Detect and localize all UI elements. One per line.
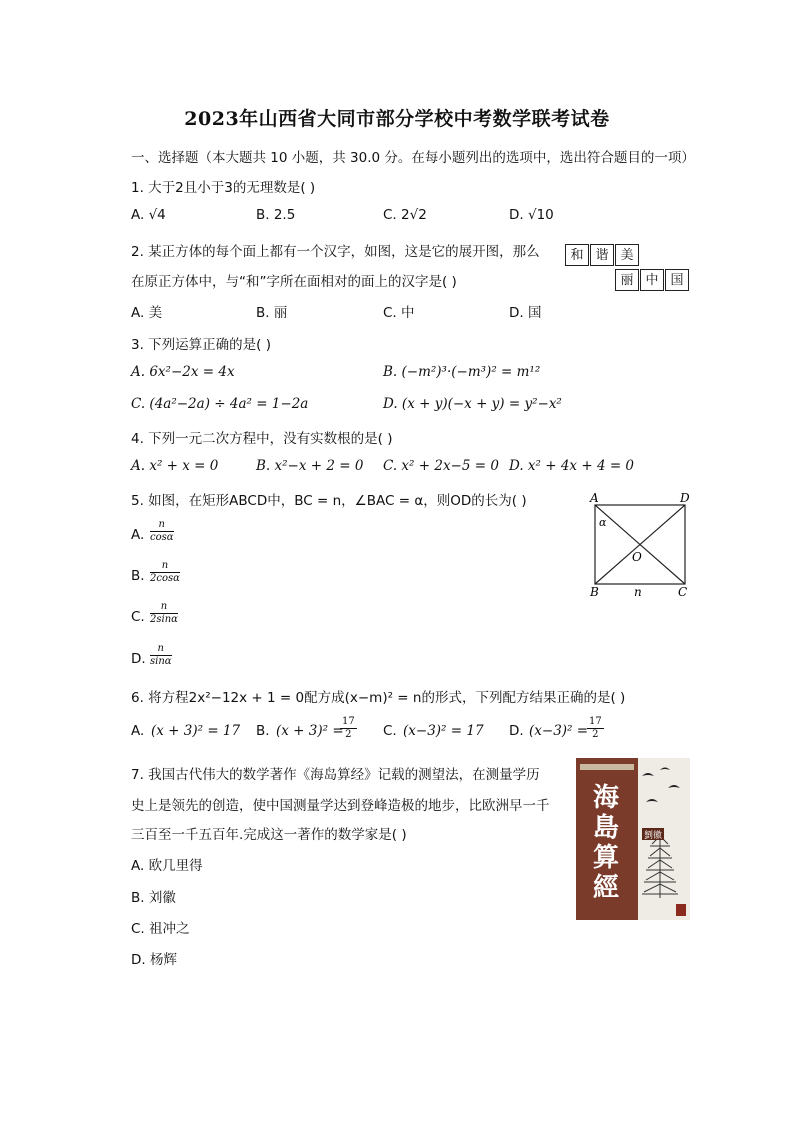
book-title-line2: 島: [592, 813, 620, 843]
q4-option-c: C. x² + 2x−5 = 0: [383, 458, 499, 474]
question-1-stem: 1. 大于2且小于3的无理数是( ): [131, 180, 316, 196]
book-title-line1: 海: [592, 783, 620, 813]
vertex-b-label: B: [590, 585, 599, 599]
q2-option-b: B. 丽: [256, 305, 288, 321]
fraction-numerator: n: [150, 560, 180, 573]
book-title-line4: 經: [592, 873, 620, 903]
side-n-label: n: [634, 585, 642, 599]
question-4-stem: 4. 下列一元二次方程中，没有实数根的是( ): [131, 431, 393, 447]
q6-option-b-label: B.: [256, 723, 270, 739]
q6-option-d-fraction: [587, 716, 604, 741]
q5-option-a-fraction: [150, 519, 174, 544]
question-7-stem-line2: 史上是领先的创造，使中国测量学达到登峰造极的地步，比欧洲早一千: [131, 798, 550, 814]
net-cell: 谐: [590, 244, 614, 266]
vertex-a-label: A: [590, 491, 599, 505]
fraction-denominator: 2sinα: [150, 614, 178, 625]
q6-option-a-label: A.: [131, 723, 145, 739]
q6-option-a-text: (x + 3)² = 17: [151, 723, 241, 739]
q6-option-b-text: (x + 3)² =: [276, 723, 344, 739]
fraction-numerator: 17: [589, 716, 602, 727]
fraction-numerator: 17: [342, 716, 355, 727]
q1-option-b: B. 2.5: [256, 207, 296, 223]
book-cover-image: [576, 758, 690, 920]
q7-option-b: B. 刘徽: [131, 890, 176, 906]
q3-option-c: C. (4a²−2a) ÷ 4a² = 1−2a: [131, 396, 309, 412]
q7-option-a: A. 欧几里得: [131, 858, 203, 874]
q6-option-d-text: (x−3)² =: [529, 723, 589, 739]
net-cell: 丽: [615, 269, 639, 291]
rectangle-abcd-figure: [586, 488, 696, 600]
page-title: 2023年山西省大同市部分学校中考数学联考试卷: [184, 108, 610, 130]
question-2-stem-line1: 2. 某正方体的每个面上都有一个汉字，如图，这是它的展开图，那么: [131, 244, 540, 260]
q4-option-b: B. x²−x + 2 = 0: [256, 458, 364, 474]
q5-option-b-label: B.: [131, 568, 145, 584]
q5-option-c-label: C.: [131, 609, 145, 625]
q1-option-d: D. √10: [509, 207, 554, 223]
net-cell: 美: [615, 244, 639, 266]
net-cell: 国: [665, 269, 689, 291]
q5-option-d-label: D.: [131, 651, 146, 667]
question-6-stem: 6. 将方程2x²−12x + 1 = 0配方成(x−m)² = n的形式，下列配方结果正确的是( ): [131, 690, 626, 706]
fraction-numerator: n: [150, 643, 172, 656]
q6-option-c-text: (x−3)² = 17: [403, 723, 484, 739]
q3-option-b: B. (−m²)³·(−m³)² = m¹²: [383, 364, 541, 380]
q7-option-c: C. 祖冲之: [131, 921, 190, 937]
net-cell: 中: [640, 269, 664, 291]
book-author: 劉徽: [643, 831, 663, 841]
question-7-stem-line3: 三百至一千五百年.完成这一著作的数学家是( ): [131, 827, 407, 843]
q1-option-a: A. √4: [131, 207, 166, 223]
vertex-c-label: C: [678, 585, 688, 599]
q7-option-d: D. 杨辉: [131, 952, 177, 968]
q2-option-d: D. 国: [509, 305, 542, 321]
angle-alpha-label: α: [599, 516, 607, 529]
q5-option-d-fraction: [150, 643, 172, 668]
q3-option-a: A. 6x²−2x = 4x: [131, 364, 235, 380]
fraction-numerator: n: [150, 601, 178, 614]
question-3-stem: 3. 下列运算正确的是( ): [131, 337, 271, 353]
q5-option-a-label: A.: [131, 527, 145, 543]
question-2-stem-line2: 在原正方体中，与“和”字所在面相对的面上的汉字是( ): [131, 274, 457, 290]
q6-option-d-label: D.: [509, 723, 524, 739]
vertex-d-label: D: [680, 491, 690, 505]
net-cell: 和: [565, 244, 589, 266]
q4-option-d: D. x² + 4x + 4 = 0: [509, 458, 635, 474]
fraction-denominator: cosα: [150, 532, 174, 543]
q2-option-a: A. 美: [131, 305, 163, 321]
section-heading: 一、选择题（本大题共 10 小题，共 30.0 分。在每小题列出的选项中，选出符合题目的一项）: [131, 150, 695, 166]
q4-option-a: A. x² + x = 0: [131, 458, 219, 474]
fraction-denominator: 2cosα: [150, 573, 180, 584]
cube-net-figure: [563, 242, 691, 294]
center-o-label: O: [632, 550, 642, 564]
question-7-stem-line1: 7. 我国古代伟大的数学著作《海岛算经》记载的测望法，在测量学历: [131, 767, 540, 783]
q3-option-d: D. (x + y)(−x + y) = y²−x²: [383, 396, 562, 412]
question-5-stem: 5. 如图，在矩形ABCD中，BC = n，∠BAC = α，则OD的长为( ): [131, 493, 527, 509]
q6-option-b-fraction: [340, 716, 357, 741]
fraction-denominator: 2: [345, 729, 352, 740]
q5-option-b-fraction: [150, 560, 180, 585]
book-title-line3: 算: [592, 843, 620, 873]
q1-option-c: C. 2√2: [383, 207, 427, 223]
q5-option-c-fraction: [150, 601, 178, 626]
fraction-numerator: n: [150, 519, 174, 532]
fraction-denominator: 2: [592, 729, 599, 740]
fraction-denominator: sinα: [150, 656, 172, 667]
q6-option-c-label: C.: [383, 723, 397, 739]
q2-option-c: C. 中: [383, 305, 415, 321]
